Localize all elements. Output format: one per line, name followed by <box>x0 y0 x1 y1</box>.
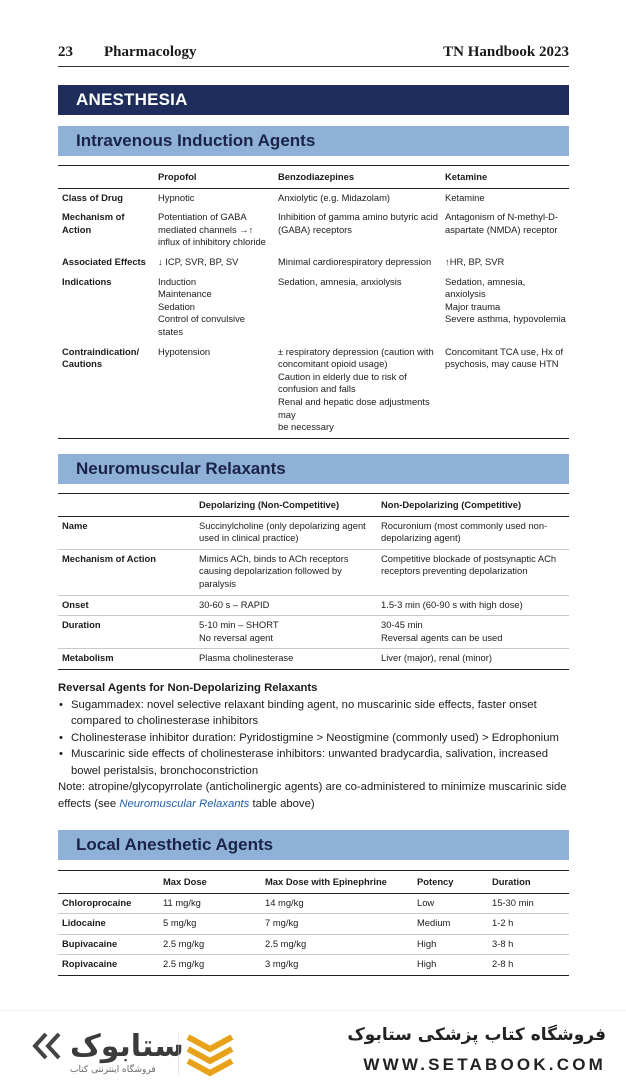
column-header: Non-Depolarizing (Competitive) <box>377 494 569 517</box>
chevrons-icon <box>30 1031 68 1061</box>
table-header-row <box>58 494 569 517</box>
table-cell: Sedation, amnesia, anxiolysis <box>278 275 402 287</box>
column-header: Depolarizing (Non-Competitive) <box>195 494 377 517</box>
table-cell: 1-2 h <box>488 914 569 935</box>
column-header: Ketamine <box>441 166 569 189</box>
table-row <box>58 616 569 649</box>
shop-name: فروشگاه کتاب پزشکی ستابوک <box>347 1025 606 1045</box>
table-row <box>58 273 569 343</box>
table-cell: Inhibition of gamma amino butyric acid (GABA) receptors <box>278 211 438 235</box>
table-cell: Antagonism of N-methyl-D- aspartate (NMDA) receptor <box>445 211 559 235</box>
row-header: Lidocaine <box>58 914 159 935</box>
table-row <box>58 893 569 914</box>
list-item <box>58 746 573 779</box>
shop-url[interactable]: WWW.SETABOOK.COM <box>363 1055 606 1074</box>
section-title-local-agents: Local Anesthetic Agents <box>58 830 569 860</box>
bullet-icon: • <box>59 698 63 711</box>
note-link[interactable]: Neuromuscular Relaxants <box>119 797 250 810</box>
table-header-row <box>58 166 569 189</box>
book-title: TN Handbook 2023 <box>443 44 569 60</box>
table-cell: Liver (major), renal (minor) <box>377 649 569 670</box>
table-cell: Low <box>413 893 488 914</box>
nm-relaxants-table <box>58 493 569 670</box>
row-header: Mechanism of Action <box>58 549 195 595</box>
table-cell: 7 mg/kg <box>261 914 413 935</box>
row-header: Name <box>58 516 195 549</box>
logo-text: ستابوک <box>70 1029 184 1064</box>
table-row <box>58 595 569 616</box>
table-cell: 5-10 min – SHORT No reversal agent <box>195 616 377 649</box>
table-cell: 3-8 h <box>488 934 569 955</box>
layered-chevrons-icon <box>178 1031 238 1077</box>
table-cell: Ketamine <box>445 191 485 203</box>
table-cell: 30-60 s – RAPID <box>195 595 377 616</box>
table-row <box>58 649 569 670</box>
row-header: Metabolism <box>58 649 195 670</box>
table-cell: Competitive blockade of postsynaptic ACh receptors preventing depolarization <box>377 549 569 595</box>
row-header: Duration <box>58 616 195 649</box>
table-cell: 15-30 min <box>488 893 569 914</box>
row-header: Indications <box>62 275 112 287</box>
table-cell: Sedation, amnesia, anxiolysis Major trauma Severe asthma, hypovolemia <box>445 275 566 325</box>
row-header: Contraindication/ Cautions <box>58 343 154 439</box>
section-name: Pharmacology <box>104 44 197 60</box>
table-cell: Potentiation of GABA mediated channels →↑ influx of inhibitory chloride <box>158 211 266 248</box>
note-suffix: table above) <box>249 797 315 810</box>
watermark-footer <box>0 1010 626 1080</box>
table-row <box>58 516 569 549</box>
reversal-note <box>58 779 573 812</box>
table-cell: 3 mg/kg <box>261 955 413 976</box>
section-title-nm-relaxants: Neuromuscular Relaxants <box>58 454 569 484</box>
table-cell: Medium <box>413 914 488 935</box>
table-cell: Hypotension <box>154 343 274 439</box>
list-item-text: Cholinesterase inhibitor duration: Pyridostigmine > Neostigmine (commonly used) > Edrophonium <box>71 731 559 744</box>
row-header: Associated Effects <box>62 255 146 267</box>
column-header <box>58 166 154 189</box>
table-cell: 1.5-3 min (60-90 s with high dose) <box>377 595 569 616</box>
list-item <box>58 697 573 730</box>
table-cell: 11 mg/kg <box>159 893 261 914</box>
reversal-agents-block <box>58 680 573 812</box>
list-item <box>58 730 573 747</box>
table-cell: Succinylcholine (only depolarizing agent used in clinical practice) <box>195 516 377 549</box>
table-cell: 2-8 h <box>488 955 569 976</box>
table-cell: 14 mg/kg <box>261 893 413 914</box>
row-header: Chloroprocaine <box>58 893 159 914</box>
note-prefix: Note: atropine/glycopyrrolate (anticholinergic agents) are co-administered to minimize muscarinic side effects (see <box>58 781 567 810</box>
table-cell: ↓ ICP, SVR, BP, SV <box>158 255 239 267</box>
table-cell: High <box>413 955 488 976</box>
table-row <box>58 188 569 208</box>
table-cell: ± respiratory depression (caution with concomitant opioid usage) Caution in elderly due to risk of confusion and falls Renal and hepatic dose adjustments may be necessary <box>274 343 441 439</box>
table-cell: 2.5 mg/kg <box>159 934 261 955</box>
table-cell: Minimal cardiorespiratory depression <box>278 255 432 267</box>
table-cell: ↑HR, BP, SVR <box>445 255 505 267</box>
table-cell: Mimics ACh, binds to ACh receptors causing depolarization followed by paralysis <box>195 549 377 595</box>
table-cell: Rocuronium (most commonly used non- depolarizing agent) <box>377 516 569 549</box>
column-header <box>58 494 195 517</box>
table-cell: Induction Maintenance Sedation Control of convulsive states <box>158 275 246 337</box>
row-header: Ropivacaine <box>58 955 159 976</box>
local-agents-table <box>58 870 569 976</box>
bullet-icon: • <box>59 748 63 760</box>
table-header-row <box>58 871 569 894</box>
chapter-title: ANESTHESIA <box>58 85 569 115</box>
page-number: 23 <box>58 44 73 60</box>
column-header: Max Dose with Epinephrine <box>261 871 413 894</box>
table-row <box>58 914 569 935</box>
table-cell: Concomitant TCA use, Hx of psychosis, may cause HTN <box>441 343 569 439</box>
table-row <box>58 549 569 595</box>
row-header: Class of Drug <box>62 191 123 203</box>
logo-subtext: فروشگاه اینترنتی کتاب <box>70 1065 156 1075</box>
table-cell: Hypnotic <box>158 191 195 203</box>
column-header: Propofol <box>154 166 274 189</box>
table-cell: 2.5 mg/kg <box>261 934 413 955</box>
table-row <box>58 343 569 439</box>
column-header: Duration <box>488 871 569 894</box>
column-header <box>58 871 159 894</box>
column-header: Benzodiazepines <box>274 166 441 189</box>
column-header: Max Dose <box>159 871 261 894</box>
running-header <box>58 44 569 64</box>
reversal-list <box>58 697 573 780</box>
table-row <box>58 934 569 955</box>
table-cell: 2.5 mg/kg <box>159 955 261 976</box>
table-cell: High <box>413 934 488 955</box>
header-rule <box>58 66 569 67</box>
bullet-icon: • <box>59 731 63 744</box>
column-header: Potency <box>413 871 488 894</box>
table-row <box>58 253 569 273</box>
table-cell: 5 mg/kg <box>159 914 261 935</box>
section-title-iv-agents: Intravenous Induction Agents <box>58 126 569 156</box>
table-cell: 30-45 min Reversal agents can be used <box>377 616 569 649</box>
table-cell: Anxiolytic (e.g. Midazolam) <box>278 191 391 203</box>
table-cell: Plasma cholinesterase <box>195 649 377 670</box>
iv-agents-table <box>58 165 569 439</box>
row-header: Onset <box>58 595 195 616</box>
row-header: Mechanism of Action <box>62 211 125 235</box>
row-header: Bupivacaine <box>58 934 159 955</box>
list-item-text: Muscarinic side effects of cholinesterase inhibitors: unwanted bradycardia, salivation, increased bowel peristalsis, bronchoconstriction <box>71 748 549 777</box>
list-item-text: Sugammadex: novel selective relaxant binding agent, no muscarinic side effects, faster onset compared to cholinesterase inhibitors <box>71 698 537 727</box>
setabook-logo <box>30 1029 245 1079</box>
table-row <box>58 955 569 976</box>
reversal-title: Reversal Agents for Non-Depolarizing Relaxants <box>58 682 318 694</box>
table-row <box>58 208 569 253</box>
